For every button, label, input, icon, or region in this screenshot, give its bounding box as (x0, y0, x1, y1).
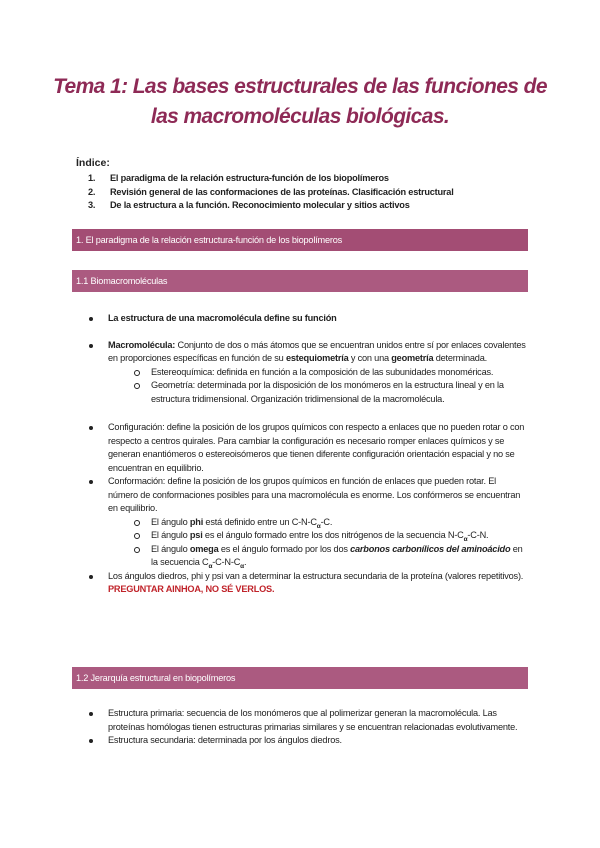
list-item: Macromolécula: Conjunto de dos o más átomos que se encuentran unidos entre sí por enlaces covalentes en proporciones específicas en función de su estequiometría y con una geometría determinada. (72, 339, 528, 366)
page-title: Tema 1: Las bases estructurales de las funciones de las macromoléculas biológicas. (53, 75, 547, 128)
bullet-icon (89, 480, 93, 484)
circle-bullet-icon (134, 533, 140, 539)
bullet-icon (89, 344, 93, 348)
bullet-icon (89, 575, 93, 579)
circle-bullet-icon (134, 383, 140, 389)
circle-bullet-icon (134, 370, 140, 376)
list-item: Estructura primaria: secuencia de los monómeros que al polimerizar generan la macromolécula. Las proteínas homólogas tienen estructuras primarias similares y se encuentran relacionadas evolutivamente. (72, 707, 528, 734)
list-subitem: Geometría: determinada por la disposición de los monómeros en la estructura lineal y en la estructura tridimensional. Organización tridimensional de la macromolécula. (72, 379, 528, 406)
question-note: PREGUNTAR AINHOA, NO SÉ VERLOS. (108, 584, 275, 594)
section-header-1: 1. El paradigma de la relación estructura-función de los biopolímeros (72, 229, 528, 251)
list-subitem: El ángulo phi está definido entre un $C-N-C_\alpha-C$. (72, 516, 528, 530)
section-1-1-content (72, 312, 528, 597)
list-item: Conformación: define la posición de los grupos químicos en función de enlaces que pueden rotar. El número de conformaciones posibles para una macromolécula es enorme. Los confórmeros se encuentran en equilibrio. (72, 475, 528, 516)
list-subitem: El ángulo psi es el ángulo formado entre los dos nitrógenos de la secuencia $N-C_\alpha-C-N$. (72, 529, 528, 543)
index-item: 2. Revisión general de las conformaciones de las proteínas. Clasificación estructural (88, 186, 454, 197)
list-item: Configuración: define la posición de los grupos químicos con respecto a enlaces que no pueden rotar o con respecto a centros quirales. Para cambiar la configuración es necesario romper enlaces químicos y se generan enantiómeros o estereoisómeros que tienen diferente configuración orientación espacial y no se encuentran en equilibrio. (72, 421, 528, 475)
list-subitem: Estereoquímica: definida en función a la composición de las subunidades monoméricas. (72, 366, 528, 380)
circle-bullet-icon (134, 520, 140, 526)
list-item: La estructura de una macromolécula define su función (72, 312, 528, 326)
index-label: Índice: (76, 157, 110, 169)
index-list (88, 172, 558, 213)
bullet-icon (89, 712, 93, 716)
bullet-icon (89, 739, 93, 743)
section-header-1-1: 1.1 Biomacromoléculas (72, 270, 528, 292)
bullet-icon (89, 317, 93, 321)
bullet-icon (89, 426, 93, 430)
section-1-2-content (72, 707, 528, 748)
index-item: 1. El paradigma de la relación estructura-función de los biopolímeros (88, 173, 389, 183)
list-subitem: El ángulo omega es el ángulo formado por los dos carbonos carbonílicos del aminoácido en la secuencia $C_\alpha-C-N-C_\alpha$. (72, 543, 528, 570)
list-item: Estructura secundaria: determinada por los ángulos diedros. (72, 734, 528, 748)
index-item: 3. De la estructura a la función. Reconocimiento molecular y sitios activos (88, 200, 410, 210)
circle-bullet-icon (134, 547, 140, 553)
section-header-1-2: 1.2 Jerarquía estructural en biopolímeros (72, 667, 528, 689)
list-item: Los ángulos diedros, phi y psi van a determinar la estructura secundaria de la proteína (valores repetitivos). PREGUNTAR AINHOA, NO SÉ VERLOS. (72, 570, 528, 597)
